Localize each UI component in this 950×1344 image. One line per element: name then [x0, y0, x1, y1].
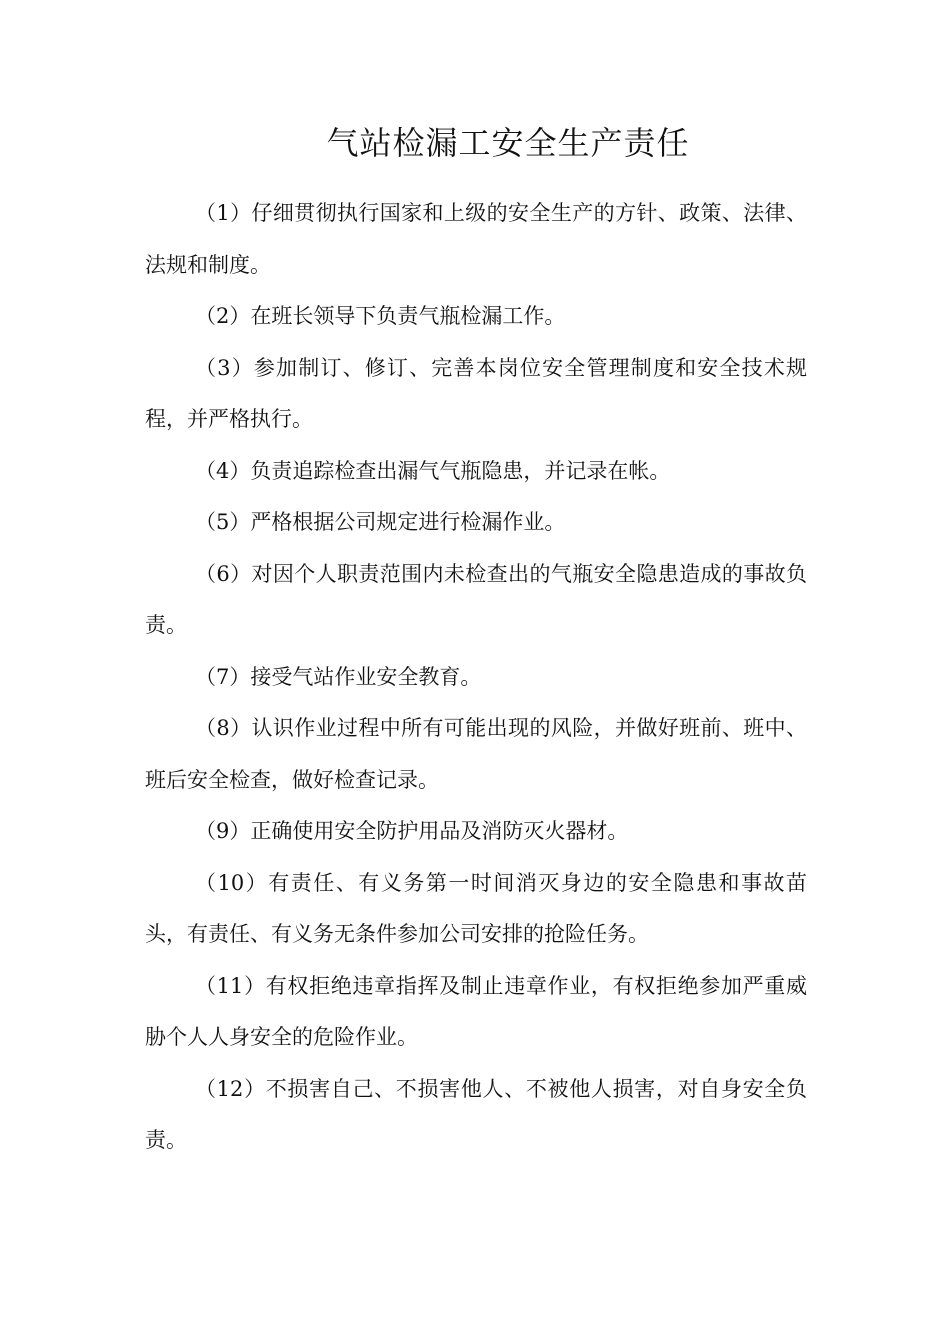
clause-8: （8）认识作业过程中所有可能出现的风险，并做好班前、班中、班后安全检查，做好检查记录。 [145, 716, 807, 792]
document-body [145, 188, 807, 1167]
clause-1: （1）仔细贯彻执行国家和上级的安全生产的方针、政策、法律、法规和制度。 [145, 201, 807, 277]
clause-6: （6）对因个人职责范围内未检查出的气瓶安全隐患造成的事故负责。 [145, 561, 807, 637]
clause-7: （7）接受气站作业安全教育。 [195, 664, 482, 689]
clause-12: （12）不损害自己、不损害他人、不被他人损害，对自身安全负责。 [145, 1076, 807, 1152]
clause-4: （4）负责追踪检查出漏气气瓶隐患，并记录在帐。 [195, 458, 671, 483]
clause-5: （5）严格根据公司规定进行检漏作业。 [195, 510, 566, 534]
clause-10: （10）有责任、有义务第一时间消灭身边的安全隐患和事故苗头，有责任、有义务无条件参加公司安排的抢险任务。 [145, 870, 807, 946]
document-title: 气站检漏工安全生产责任 [326, 124, 690, 162]
clause-11: （11）有权拒绝违章指挥及制止违章作业，有权拒绝参加严重威胁个人人身安全的危险作业。 [145, 973, 807, 1049]
clause-3: （3）参加制订、修订、完善本岗位安全管理制度和安全技术规程，并严格执行。 [145, 355, 807, 431]
clause-2: （2）在班长领导下负责气瓶检漏工作。 [195, 304, 566, 328]
clause-9: （9）正确使用安全防护用品及消防灭火器材。 [195, 819, 629, 843]
